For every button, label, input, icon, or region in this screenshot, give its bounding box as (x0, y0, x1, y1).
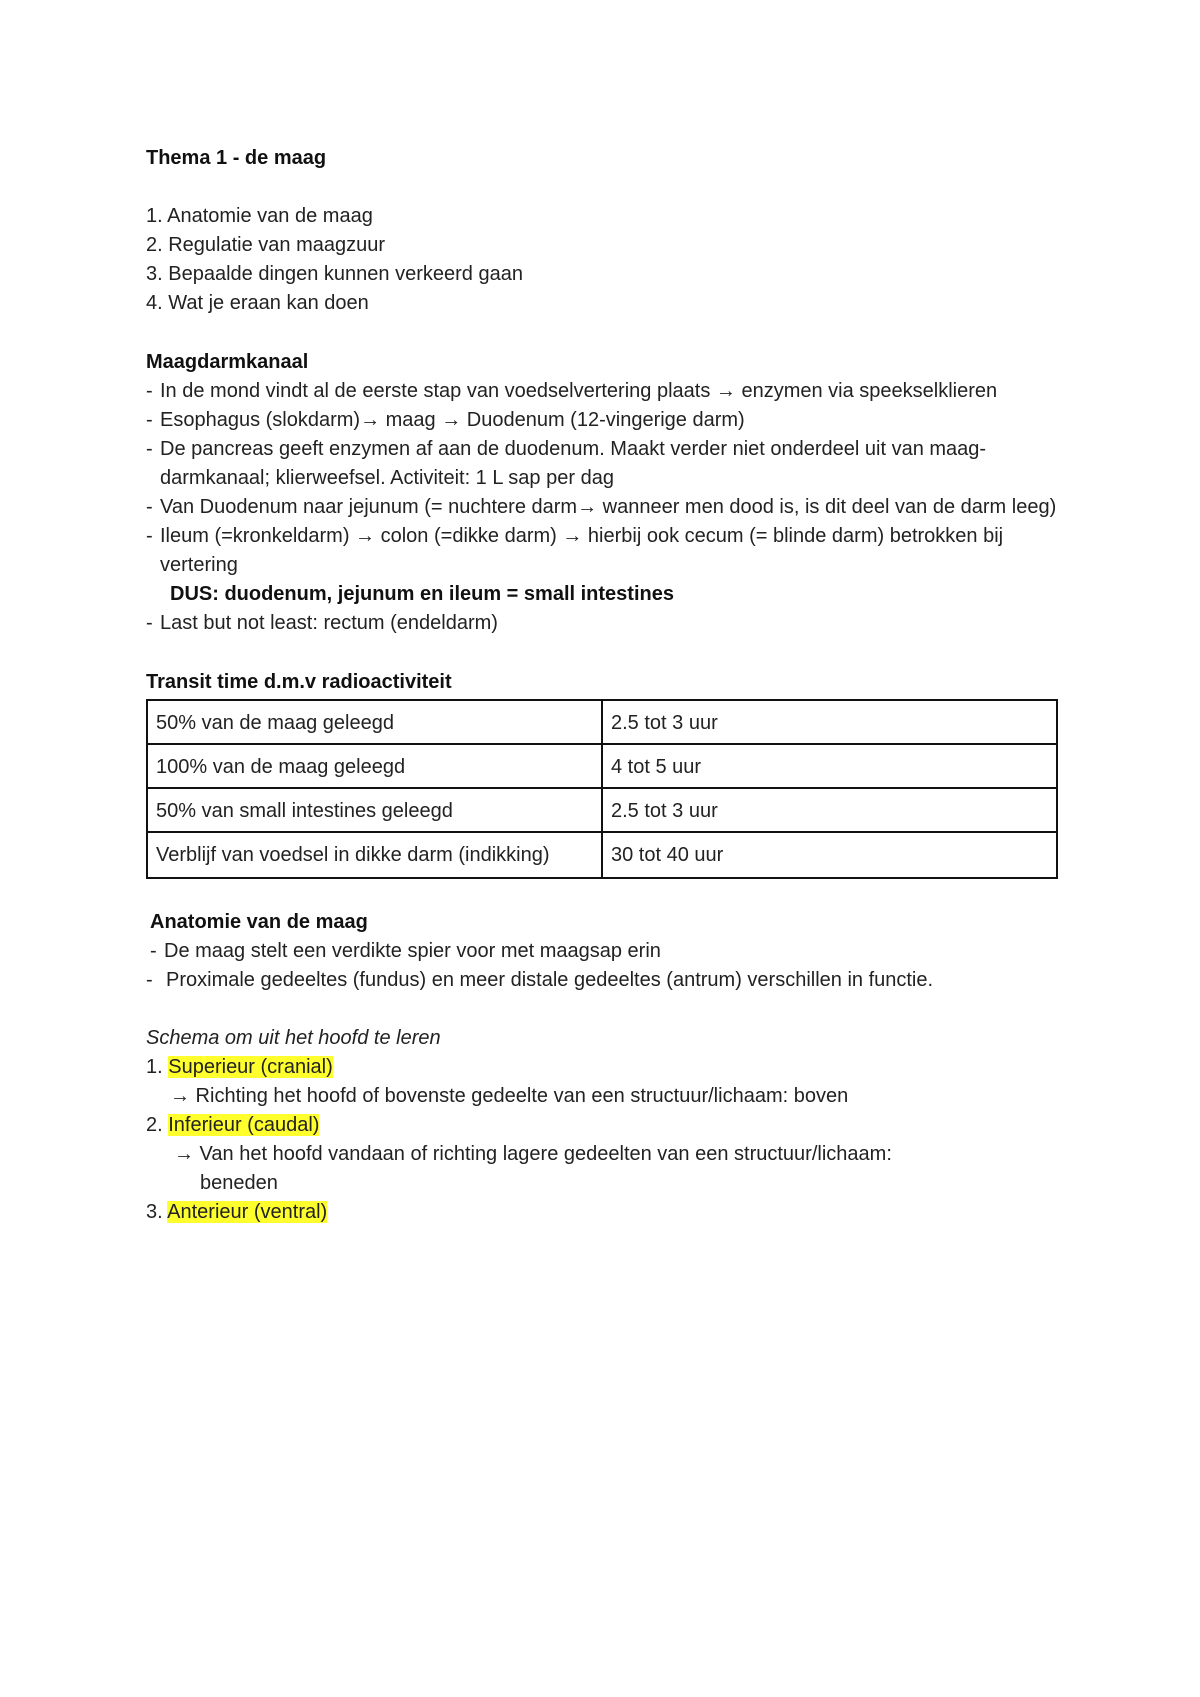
section-heading: Transit time d.m.v radioactiviteit (146, 671, 452, 693)
item-number: 2. (146, 1114, 169, 1136)
item-description: → Richting het hoofd of bovenste gedeelte van een structuur/lichaam: boven (170, 1085, 849, 1107)
bullet-text: In de mond vindt al de eerste stap van voedselvertering plaats → enzymen via speekselklieren (160, 380, 998, 402)
spacer (146, 638, 1066, 667)
table-cell: 30 tot 40 uur (602, 832, 1057, 878)
table-row (147, 744, 1057, 788)
section-anatomie (146, 907, 1066, 995)
table-of-contents (146, 202, 1066, 318)
document-content (146, 143, 1066, 1227)
toc-item: 2. Regulatie van maagzuur (146, 234, 386, 256)
transit-table (146, 699, 1058, 879)
section-maagdarmkanaal (146, 347, 1066, 638)
highlighted-term: Anterieur (ventral) (167, 1201, 328, 1223)
bullet-text: De maag stelt een verdikte spier voor met maagsap erin (164, 940, 661, 962)
bullet-item: - In de mond vindt al de eerste stap van voedselvertering plaats → enzymen via speekselklieren (146, 380, 998, 402)
summary-line: DUS: duodenum, jejunum en ileum = small intestines (170, 583, 674, 605)
bullet-item: - Esophagus (slokdarm)→ maag → Duodenum (12-vingerige darm) (146, 409, 745, 431)
table-cell: 50% van de maag geleegd (147, 700, 602, 744)
section-heading: Anatomie van de maag (150, 911, 368, 933)
table-row (147, 788, 1057, 832)
table-cell: 100% van de maag geleegd (147, 744, 602, 788)
section-transit-time (146, 667, 1066, 879)
table-cell: 50% van small intestines geleegd (147, 788, 602, 832)
table-cell: 2.5 tot 3 uur (602, 700, 1057, 744)
toc-item: 1. Anatomie van de maag (146, 205, 373, 227)
table-row (147, 700, 1057, 744)
bullet-text: Esophagus (slokdarm)→ maag → Duodenum (12-vingerige darm) (160, 409, 745, 431)
toc-item: 3. Bepaalde dingen kunnen verkeerd gaan (146, 263, 523, 285)
highlighted-term: Superieur (cranial) (168, 1056, 333, 1078)
bullet-text: Last but not least: rectum (endeldarm) (160, 612, 498, 634)
spacer (146, 318, 1066, 347)
bullet-item: - Last but not least: rectum (endeldarm) (146, 612, 498, 634)
section-heading: Maagdarmkanaal (146, 351, 309, 373)
bullet-text: De pancreas geeft enzymen af aan de duodenum. Maakt verder niet onderdeel uit van maag-darmkanaal; klierweefsel. Activiteit: 1 L sap per dag (160, 438, 987, 489)
schema-item (146, 1198, 1066, 1227)
document-title: Thema 1 - de maag (146, 147, 327, 169)
bullet-text: Proximale gedeeltes (fundus) en meer distale gedeeltes (antrum) verschillen in functie. (166, 969, 934, 991)
item-description (146, 1140, 1066, 1198)
bullet-item: - De pancreas geeft enzymen af aan de duodenum. Maakt verder niet onderdeel uit van maag-darmkanaal; klierweefsel. Activiteit: 1 L sap per dag (146, 438, 987, 489)
bullet-item: - De maag stelt een verdikte spier voor met maagsap erin (150, 940, 661, 962)
spacer (146, 173, 1066, 202)
toc-item: 4. Wat je eraan kan doen (146, 292, 369, 314)
bullet-item: - Proximale gedeeltes (fundus) en meer distale gedeeltes (antrum) verschillen in functie. (146, 969, 934, 991)
section-heading: Schema om uit het hoofd te leren (146, 1027, 441, 1049)
highlighted-term: Inferieur (caudal) (168, 1114, 320, 1136)
table-row (147, 832, 1057, 878)
bullet-text: Ileum (=kronkeldarm) → colon (=dikke darm) → hierbij ook cecum (= blinde darm) betrokken bij vertering (160, 525, 1004, 576)
table-cell: Verblijf van voedsel in dikke darm (indikking) (147, 832, 602, 878)
item-number: 3. (146, 1201, 168, 1223)
schema-item (146, 1111, 1066, 1140)
bullet-text: Van Duodenum naar jejunum (= nuchtere darm→ wanneer men dood is, is dit deel van de darm leeg) (160, 496, 1057, 518)
description-line: → Van het hoofd vandaan of richting lagere gedeelten van een structuur/lichaam: (174, 1143, 892, 1165)
bullet-item: - Van Duodenum naar jejunum (= nuchtere darm→ wanneer men dood is, is dit deel van de darm leeg) (146, 496, 1057, 518)
spacer (146, 995, 1066, 1024)
table-cell: 2.5 tot 3 uur (602, 788, 1057, 832)
bullet-item: - Ileum (=kronkeldarm) → colon (=dikke darm) → hierbij ook cecum (= blinde darm) betrokken bij vertering (146, 525, 1004, 576)
description-line: beneden (200, 1172, 278, 1194)
item-number: 1. (146, 1056, 169, 1078)
schema-item (146, 1053, 1066, 1082)
section-schema (146, 1024, 1066, 1227)
table-cell: 4 tot 5 uur (602, 744, 1057, 788)
